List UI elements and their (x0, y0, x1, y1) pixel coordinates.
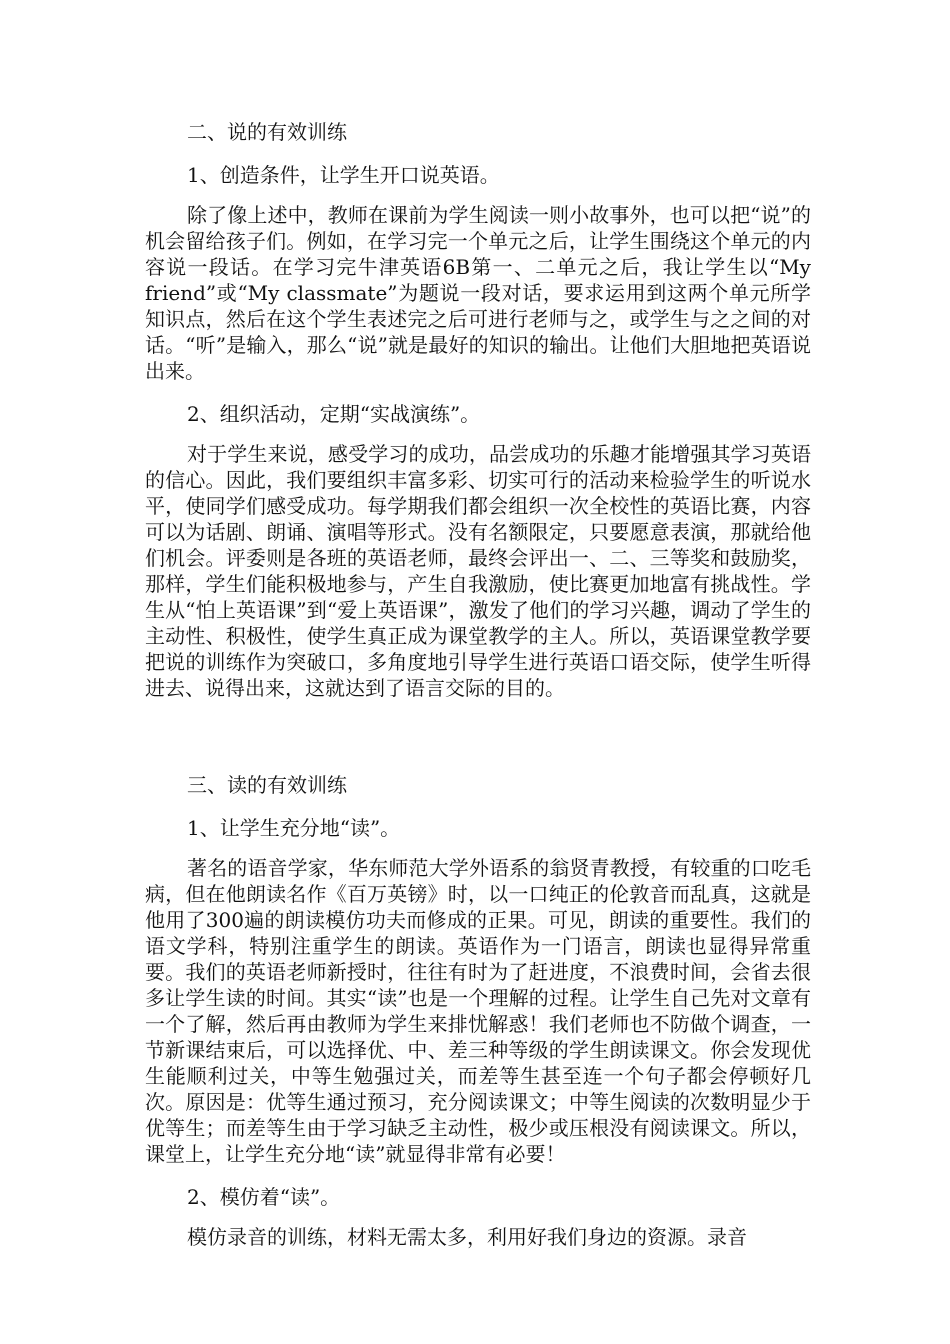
paragraph-reading-2: 模仿录音的训练，材料无需太多，利用好我们身边的资源。录音 (187, 1225, 747, 1249)
subsection-title-reading-1: 1、让学生充分地“读”。 (187, 816, 401, 840)
subsection-title-speaking-2: 2、组织活动，定期“实战演练”。 (187, 402, 481, 426)
paragraph-reading-1: 著名的语音学家，华东师范大学外语系的翁贤青教授，有较重的口吃毛病，但在他朗读名作《百万英镑》时，以一口纯正的伦敦音而乱真，这就是他用了300遍的朗读模仿功夫而修成的正果。可见，朗读的重要性。我们的语文学科，特别注重学生的朗读。英语作为一门语言，朗读也显得异常重要。我们的英语老师新授时，往往有时为了赶进度，不浪费时间，会省去很多让学生读的时间。其实“读”也是一个理解的过程。让学生自己先对文章有一个了解，然后再由教师为学生来排忧解惑！我们老师也不防做个调查，一节新课结束后，可以选择优、中、差三种等级的学生朗读课文。你会发现优生能顺利过关，中等生勉强过关，而差等生甚至连一个句子都会停顿好几次。原因是：优等生通过预习，充分阅读课文；中等生阅读的次数明显少于优等生；而差等生由于学习缺乏主动性，极少或压根没有阅读课文。所以，课堂上，让学生充分地“读”就显得非常有必要！ (145, 856, 811, 1166)
section-heading-reading: 三、读的有效训练 (187, 773, 347, 797)
section-heading-speaking: 二、说的有效训练 (187, 120, 347, 144)
paragraph-speaking-2: 对于学生来说，感受学习的成功，品尝成功的乐趣才能增强其学习英语的信心。因此，我们要组织丰富多彩、切实可行的活动来检验学生的听说水平，使同学们感受成功。每学期我们都会组织一次全校性的英语比赛，内容可以为话剧、朗诵、演唱等形式。没有名额限定，只要愿意表演，那就给他们机会。评委则是各班的英语老师，最终会评出一、二、三等奖和鼓励奖，那样，学生们能积极地参与，产生自我激励，使比赛更加地富有挑战性。学生从“怕上英语课”到“爱上英语课”，激发了他们的学习兴趣，调动了学生的主动性、积极性，使学生真正成为课堂教学的主人。所以，英语课堂教学要把说的训练作为突破口，多角度地引导学生进行英语口语交际，使学生听得进去、说得出来，这就达到了语言交际的目的。 (145, 442, 811, 700)
subsection-title-reading-2: 2、模仿着“读”。 (187, 1185, 341, 1209)
document-body (145, 119, 811, 1250)
paragraph-speaking-1: 除了像上述中，教师在课前为学生阅读一则小故事外，也可以把“说”的机会留给孩子们。例如，在学习完一个单元之后，让学生围绕这个单元的内容说一段话。在学习完牛津英语6B第一、二单元之后，我让学生以“My friend”或“My classmate”为题说一段对话，要求运用到这两个单元所学知识点，然后在这个学生表述完之后可进行老师与之，或学生与之之间的对话。“听”是输入，那么“说”就是最好的知识的输出。让他们大胆地把英语说出来。 (145, 203, 811, 383)
subsection-title-speaking-1: 1、创造条件，让学生开口说英语。 (187, 163, 500, 187)
